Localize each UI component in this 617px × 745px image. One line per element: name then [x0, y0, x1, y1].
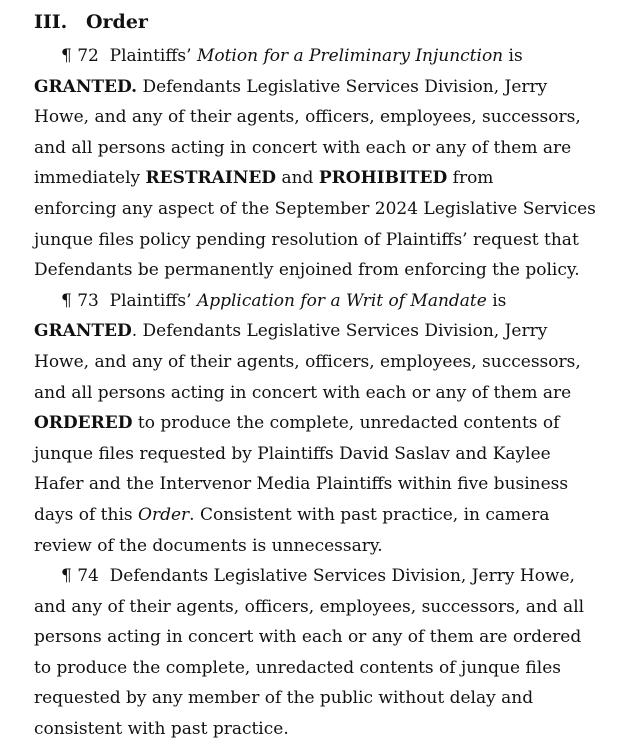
paragraph-74-line: [34, 622, 596, 653]
prohibited-emphasis: PROHIBITED: [318, 168, 448, 189]
paragraph-73-line: [34, 378, 596, 409]
paragraph-74-line: [34, 653, 596, 684]
paragraph-72-line: [34, 225, 596, 256]
ordered-emphasis: ORDERED: [34, 413, 133, 434]
paragraph-73-line: [34, 500, 596, 531]
paragraph-72-line: [34, 41, 596, 72]
text-run: immediately: [34, 168, 146, 189]
paragraph-72-line: [34, 194, 596, 225]
paragraph-72-line: [34, 72, 596, 103]
text-run: Defendants be permanently enjoined from enforcing the policy.: [34, 260, 580, 281]
text-run: Defendants Legislative Services Division, Jerry Howe,: [109, 566, 575, 587]
paragraph-74-line: [34, 714, 596, 745]
text-run: persons acting in concert with each or any of them are ordered: [34, 627, 582, 648]
text-run: days of this: [34, 504, 139, 525]
text-run: and any of their agents, officers, employees, successors, and all: [34, 596, 585, 617]
section-title: Order: [86, 11, 148, 33]
motion-title: Motion for a Preliminary Injunction: [196, 46, 504, 66]
paragraph-74-line: [34, 683, 596, 714]
order-body: [34, 41, 596, 745]
text-run: Plaintiffs’: [109, 46, 197, 66]
section-heading: [34, 9, 148, 35]
text-run: Hafer and the Intervenor Media Plaintiffs within five business: [34, 474, 569, 495]
paragraph-73-line: [34, 408, 596, 439]
granted-emphasis: GRANTED.: [34, 76, 138, 97]
restrained-emphasis: RESTRAINED: [145, 168, 277, 189]
paragraph-73-line: [34, 347, 596, 378]
paragraph-73-line: [34, 286, 596, 317]
text-run: to produce the complete, unredacted contents of: [132, 413, 560, 434]
text-run: Howe, and any of their agents, officers, employees, successors,: [34, 107, 581, 128]
granted-emphasis: GRANTED: [34, 321, 132, 342]
text-run: and: [276, 168, 319, 189]
text-run: is: [503, 46, 523, 66]
text-run: . Consistent with past practice, in camera: [189, 504, 550, 525]
text-run: requested by any member of the public without delay and: [34, 688, 534, 709]
paragraph-mark-72: ¶ 72: [61, 46, 99, 66]
text-run: junque files policy pending resolution of Plaintiffs’ request that: [34, 229, 579, 250]
paragraph-73-line: [34, 531, 596, 562]
order-italic: Order: [138, 504, 190, 525]
text-run: enforcing any aspect of the September 2024 Legislative Services: [34, 198, 596, 219]
text-run: review of the documents is unnecessary.: [34, 535, 383, 556]
text-run: junque files requested by Plaintiffs David Saslav and Kaylee: [34, 443, 551, 464]
text-run: is: [486, 290, 507, 311]
section-number: III.: [34, 11, 68, 33]
paragraph-73-line: [34, 439, 596, 470]
paragraph-74-line: [34, 561, 596, 592]
text-run: from: [447, 168, 494, 189]
paragraph-72-line: [34, 133, 596, 164]
paragraph-72-line: [34, 163, 596, 194]
text-run: and all persons acting in concert with each or any of them are: [34, 137, 572, 158]
text-run: Defendants Legislative Services Division, Jerry: [137, 76, 548, 97]
application-title: Application for a Writ of Mandate: [196, 290, 487, 311]
paragraph-72-line: [34, 102, 596, 133]
paragraph-mark-74: ¶ 74: [61, 566, 99, 587]
paragraph-mark-73: ¶ 73: [61, 290, 99, 311]
text-run: Howe, and any of their agents, officers, employees, successors,: [34, 351, 581, 372]
paragraph-74-line: [34, 592, 596, 623]
paragraph-73-line: [34, 469, 596, 500]
text-run: to produce the complete, unredacted contents of junque files: [34, 657, 561, 678]
text-run: consistent with past practice.: [34, 719, 289, 740]
paragraph-72-line: [34, 255, 596, 286]
paragraph-73-line: [34, 316, 596, 347]
text-run: and all persons acting in concert with each or any of them are: [34, 382, 572, 403]
text-run: Plaintiffs’: [109, 290, 197, 311]
text-run: . Defendants Legislative Services Division, Jerry: [131, 321, 548, 342]
